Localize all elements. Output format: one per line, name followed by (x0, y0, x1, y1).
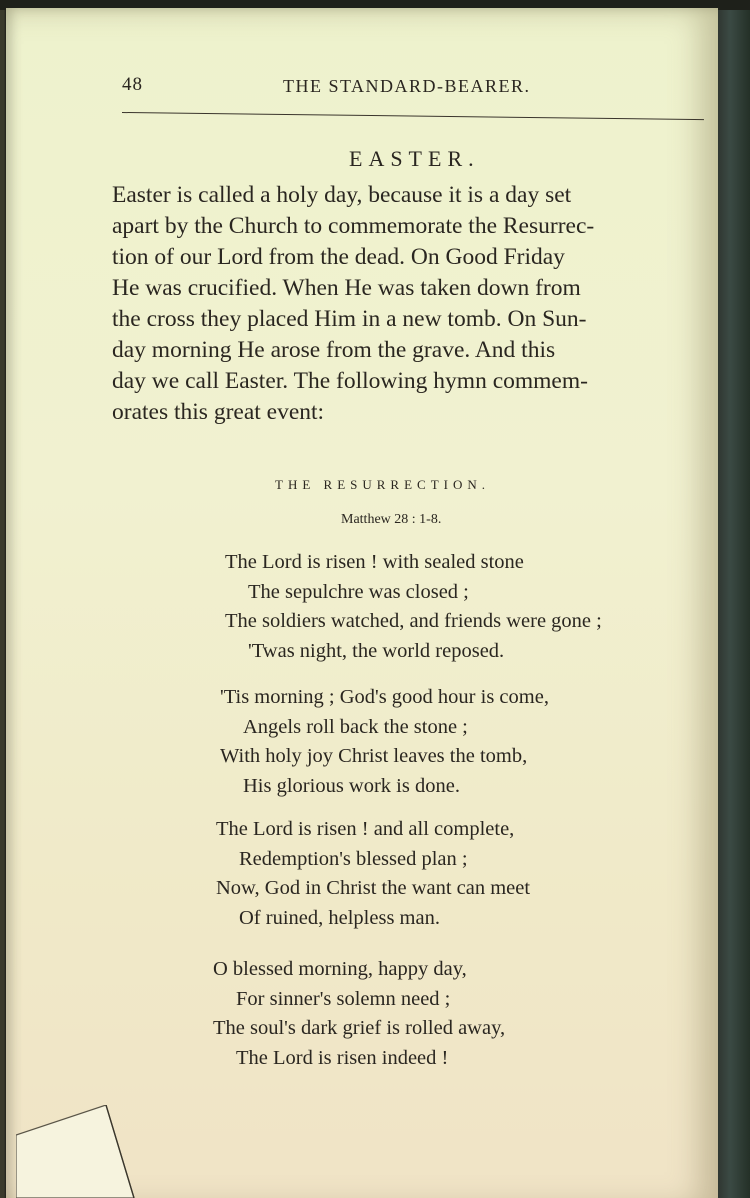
verse-line: Now, God in Christ the want can meet (216, 877, 531, 899)
verse-line: 'Tis morning ; God's good hour is come, (220, 686, 549, 708)
verse-line: For sinner's solemn need ; (236, 987, 451, 1010)
verse-line: Of ruined, helpless man. (239, 906, 440, 929)
page-header (118, 74, 578, 102)
verse-line: Redemption's blessed plan ; (239, 847, 468, 870)
verse-line: The sepulchre was closed ; (248, 580, 469, 603)
verse-line: O blessed morning, happy day, (213, 958, 467, 980)
verse-line: Angels roll back the stone ; (243, 715, 468, 738)
hymn-stanza-1 (225, 548, 602, 666)
article-title: EASTER. (349, 146, 480, 171)
paragraph-line: the cross they placed Him in a new tomb. On Sun- (112, 306, 587, 332)
verse-line: The Lord is risen indeed ! (236, 1046, 449, 1069)
verse-line: His glorious work is done. (243, 774, 460, 797)
running-head: THE STANDARD-BEARER. (283, 76, 531, 96)
page-number: 48 (122, 74, 143, 95)
verse-line: With holy joy Christ leaves the tomb, (220, 745, 528, 767)
hymn-title: THE RESURRECTION. (275, 477, 490, 492)
paragraph-line: tion of our Lord from the dead. On Good Friday (112, 244, 565, 270)
paragraph-line: day we call Easter. The following hymn commem- (112, 368, 588, 394)
hymn-stanza-2 (220, 683, 549, 801)
hymn-reference: Matthew 28 : 1-8. (341, 512, 442, 527)
article-paragraph (112, 180, 712, 428)
verse-line: The soldiers watched, and friends were gone ; (225, 610, 602, 632)
verse-line: The soul's dark grief is rolled away, (213, 1017, 506, 1039)
verse-line: 'Twas night, the world reposed. (248, 639, 505, 662)
hymn-stanza-4 (213, 955, 505, 1073)
verse-line: The Lord is risen ! and all complete, (216, 818, 515, 840)
paragraph-line: Easter is called a holy day, because it is a day set (112, 182, 572, 208)
paragraph-line: orates this great event: (112, 399, 325, 425)
paragraph-line: apart by the Church to commemorate the Resurrec- (112, 213, 595, 239)
paragraph-line: day morning He arose from the grave. And this (112, 337, 556, 363)
paragraph-line: He was crucified. When He was taken down from (112, 275, 581, 301)
folded-corner (16, 1105, 146, 1198)
verse-line: The Lord is risen ! with sealed stone (225, 551, 524, 573)
hymn-stanza-3 (216, 815, 530, 933)
